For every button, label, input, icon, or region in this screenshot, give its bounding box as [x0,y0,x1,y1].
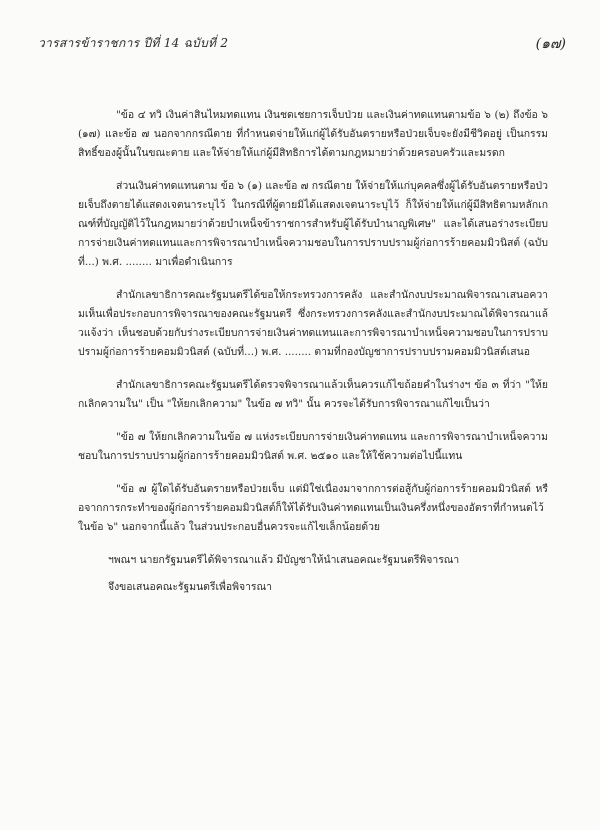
paragraph-2: ส่วนเงินค่าทดแทนตาม ข้อ ๖ (๑) และข้อ ๗ กรณีตาย ให้จ่ายให้แก่บุคคลซึ่งผู้ได้รับอันตรายหรือป่วยเจ็บถึงตายได้แสดงเจตนาระบุไว้ ในกรณีที่ผู้ตายมิได้แสดงเจตนาระบุไว้ ก็ให้จ่ายให้แก่ผู้มีสิทธิตามหลักเกณฑ์ที่บัญญัติไว้ในกฎหมายว่าด้วยบำเหน็จข้าราชการสำหรับผู้ได้รับบำนาญพิเศษ" และได้เสนอร่างระเบียบการจ่ายเงินค่าทดแทนและการพิจารณาบำเหน็จความชอบในการปราบปรามผู้ก่อการร้ายคอมมิวนิสต์ (ฉบับที่...) พ.ศ. ........ มาเพื่อดำเนินการ [78,180,548,268]
page-number: (๑๗) [535,36,566,52]
document-body [78,106,548,597]
page-header [38,34,566,56]
journal-title: วารสารข้าราชการ ปีที่ 14 ฉบับที่ 2 [38,36,229,50]
paragraph-7: ฯพณฯ นายกรัฐมนตรีได้พิจารณาแล้ว มีบัญชาให้นำเสนอคณะรัฐมนตรีพิจารณา [108,554,460,566]
paragraph-3: สำนักเลขาธิการคณะรัฐมนตรีได้ขอให้กระทรวงการคลัง และสำนักงบประมาณพิจารณาเสนอความเห็นเพื่อประกอบการพิจารณาของคณะรัฐมนตรี ซึ่งกระทรวงการคลังและสำนักงบประมาณได้พิจารณาแล้วแจ้งว่า เห็นชอบด้วยกับร่างระเบียบการจ่ายเงินค่าทดแทนและการพิจารณาบำเหน็จความชอบในการปราบปรามผู้ก่อการร้ายคอมมิวนิสต์ (ฉบับที่...) พ.ศ. ........ ตามที่กองบัญชาการปราบปรามคอมมิวนิสต์เสนอ [78,289,548,358]
paragraph-4: สำนักเลขาธิการคณะรัฐมนตรีได้ตรวจพิจารณาแล้วเห็นควรแก้ไขถ้อยคำในร่างฯ ข้อ ๓ ที่ว่า "ให้ยกเลิกความใน" เป็น "ให้ยกเลิกความ" ในข้อ ๗ ทวิ" นั้น ควรจะได้รับการพิจารณาแก้ไขเป็นว่า [78,379,548,410]
paragraph-5: "ข้อ ๗ ให้ยกเลิกความในข้อ ๗ แห่งระเบียบการจ่ายเงินค่าทดแทน และการพิจารณาบำเหน็จความชอบในการปราบปรามผู้ก่อการร้ายคอมมิวนิสต์ พ.ศ. ๒๕๑๐ และให้ใช้ความต่อไปนี้แทน [78,431,548,462]
closing-line: จึงขอเสนอคณะรัฐมนตรีเพื่อพิจารณา [108,581,272,593]
paragraph-6: "ข้อ ๗ ผู้ใดได้รับอันตรายหรือป่วยเจ็บ แต่มิใช่เนื่องมาจากการต่อสู้กับผู้ก่อการร้ายคอมมิวนิสต์ หรือจากการกระทำของผู้ก่อการร้ายคอมมิวนิสต์ก็ให้ได้รับเงินค่าทดแทนเป็นเงินครึ่งหนึ่งของอัตราที่กำหนดไว้ในข้อ ๖" นอกจากนี้แล้ว ในส่วนประกอบอื่นควรจะแก้ไขเล็กน้อยด้วย [78,483,548,533]
paragraph-1: "ข้อ ๔ ทวิ เงินค่าสินไหมทดแทน เงินชดเชยการเจ็บป่วย และเงินค่าทดแทนตามข้อ ๖ (๒) ถึงข้อ ๖ (๑๗) และข้อ ๗ นอกจากกรณีตาย ที่กำหนดจ่ายให้แก่ผู้ได้รับอันตรายหรือป่วยเจ็บจะยังมีชีวิตอยู่ เป็นกรรมสิทธิ์ของผู้นั้นในขณะตาย และให้จ่ายให้แก่ผู้มีสิทธิการได้ตามกฎหมายว่าด้วยครอบครัวและมรดก [78,109,548,159]
